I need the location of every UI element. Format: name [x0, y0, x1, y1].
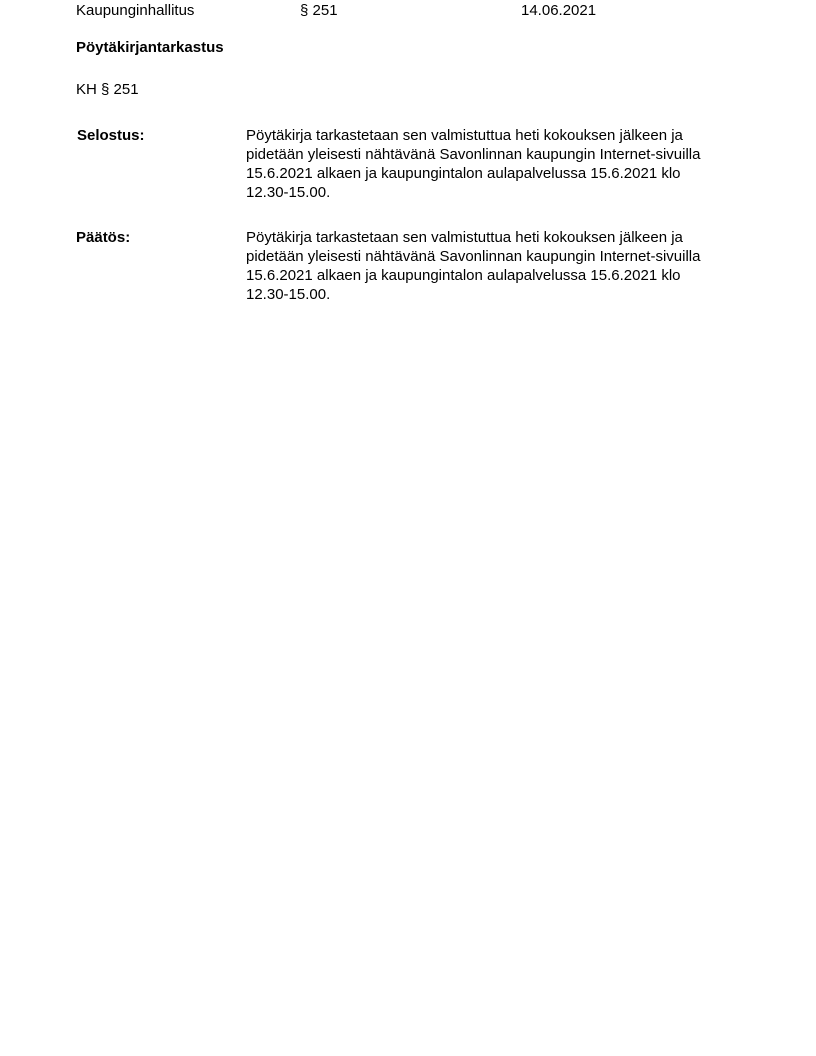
selostus-label: Selostus: — [77, 127, 145, 144]
text-line: Pöytäkirja tarkastetaan sen valmistuttua heti kokouksen jälkeen ja — [246, 229, 683, 246]
document-title: Pöytäkirjantarkastus — [76, 39, 224, 56]
text-line: pidetään yleisesti nähtävänä Savonlinnan kaupungin Internet-sivuilla — [246, 146, 701, 163]
text-line: 15.6.2021 alkaen ja kaupungintalon aulapalvelussa 15.6.2021 klo — [246, 267, 681, 284]
text-line: pidetään yleisesti nähtävänä Savonlinnan kaupungin Internet-sivuilla — [246, 248, 701, 265]
section-reference: KH § 251 — [76, 81, 139, 98]
selostus-text — [246, 126, 746, 202]
text-line: Pöytäkirja tarkastetaan sen valmistuttua heti kokouksen jälkeen ja — [246, 127, 683, 144]
text-line: 12.30-15.00. — [246, 286, 331, 303]
header-body-name: Kaupunginhallitus — [76, 2, 195, 19]
text-line: 15.6.2021 alkaen ja kaupungintalon aulapalvelussa 15.6.2021 klo — [246, 165, 681, 182]
text-line: 12.30-15.00. — [246, 184, 331, 201]
header-section-number: § 251 — [300, 2, 338, 19]
header-date: 14.06.2021 — [521, 2, 597, 19]
document-header — [76, 0, 776, 20]
paatos-text — [246, 228, 746, 304]
paatos-label: Päätös: — [76, 229, 131, 246]
